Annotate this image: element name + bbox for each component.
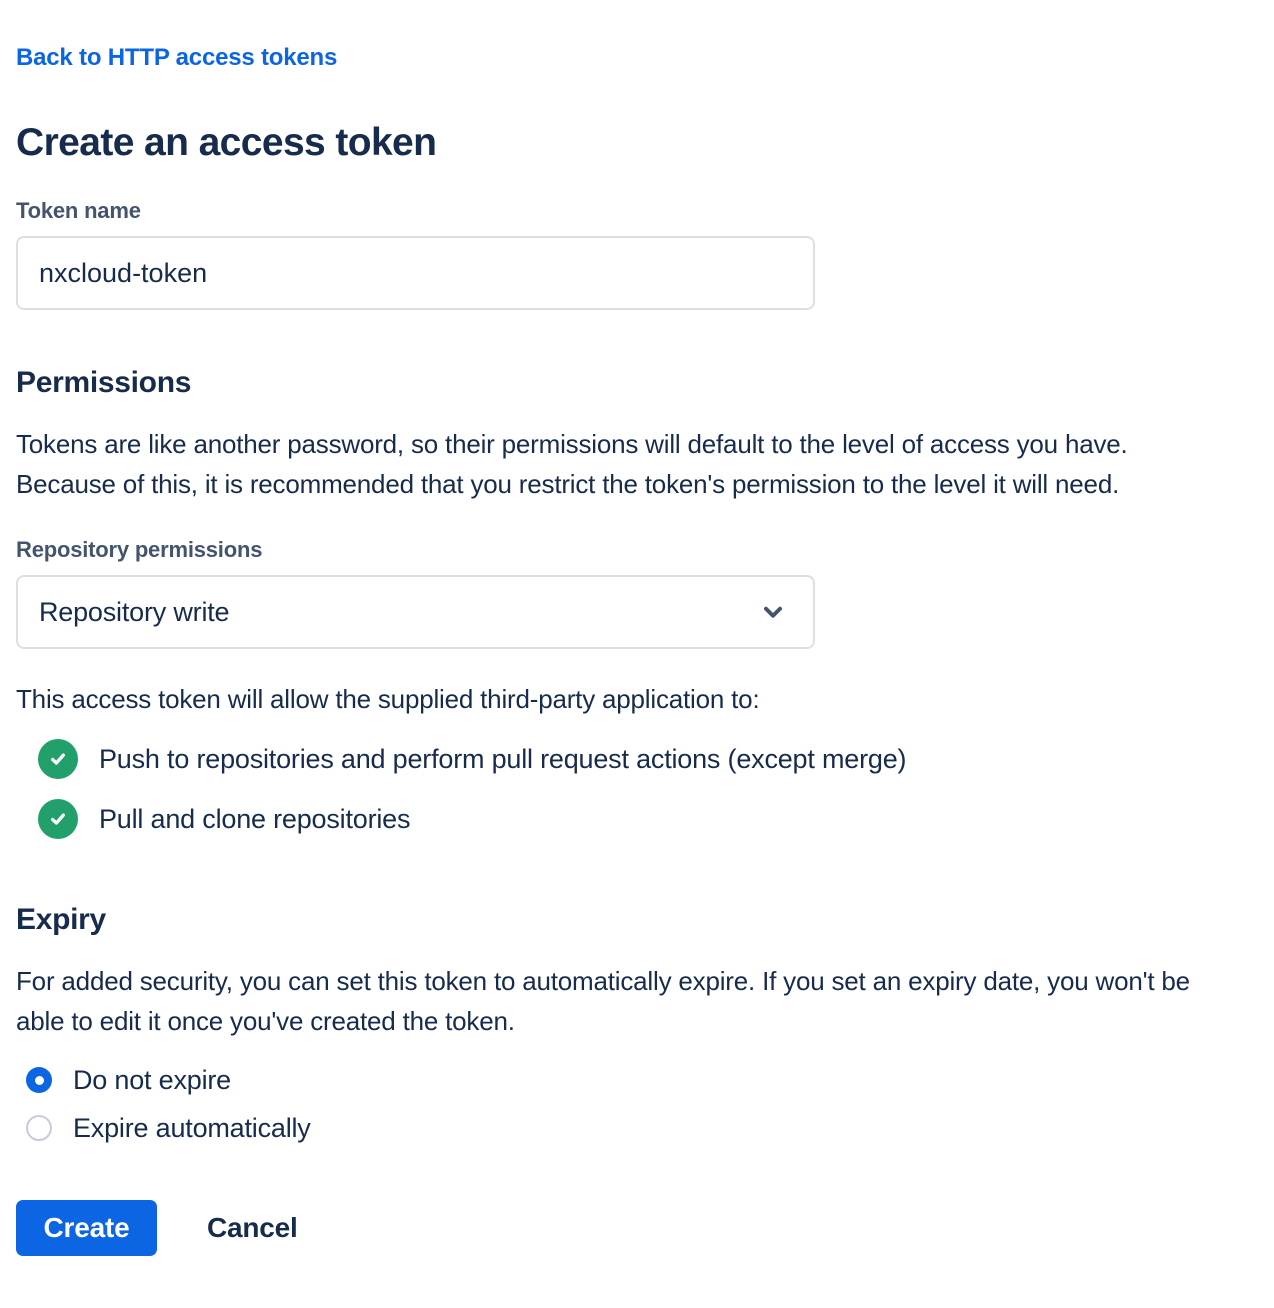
chevron-down-icon [759, 598, 787, 626]
radio-button-icon[interactable] [26, 1067, 52, 1093]
permissions-heading: Permissions [16, 366, 192, 399]
expiry-heading: Expiry [16, 903, 106, 936]
page-title: Create an access token [16, 121, 437, 164]
capability-text: Pull and clone repositories [99, 803, 411, 834]
repository-permissions-field [16, 536, 1258, 649]
radio-label: Expire automatically [73, 1112, 311, 1143]
check-circle-icon [38, 739, 78, 779]
radio-label: Do not expire [73, 1064, 231, 1095]
radio-do-not-expire[interactable] [26, 1063, 1258, 1097]
token-name-field [16, 197, 1258, 310]
repository-permissions-select[interactable] [16, 575, 815, 649]
capability-list [16, 739, 1258, 839]
capability-item [38, 739, 1258, 779]
capability-text: Push to repositories and perform pull request actions (except merge) [99, 743, 907, 774]
repository-permissions-selected-value: Repository write [39, 596, 230, 627]
check-circle-icon [38, 799, 78, 839]
repository-permissions-label: Repository permissions [16, 537, 263, 562]
expiry-description: For added security, you can set this token to automatically expire. If you set an expiry date, you won't be able to edit it once you've created the token. [16, 966, 1190, 1036]
token-name-label: Token name [16, 198, 141, 223]
create-button[interactable]: Create [16, 1200, 157, 1256]
expiry-radio-group [16, 1063, 1258, 1145]
form-actions [16, 1200, 1258, 1256]
allow-intro-text: This access token will allow the supplied third-party application to: [16, 684, 760, 714]
permissions-description: Tokens are like another password, so their permissions will default to the level of access you have. Because of this, it is recommended that you restrict the token's permission to the level it will need. [16, 429, 1128, 499]
radio-button-icon[interactable] [26, 1115, 52, 1141]
token-name-input[interactable] [16, 236, 815, 310]
radio-expire-automatically[interactable] [26, 1111, 1258, 1145]
capability-item [38, 799, 1258, 839]
cancel-button[interactable]: Cancel [207, 1200, 298, 1256]
back-link[interactable]: Back to HTTP access tokens [16, 44, 338, 71]
